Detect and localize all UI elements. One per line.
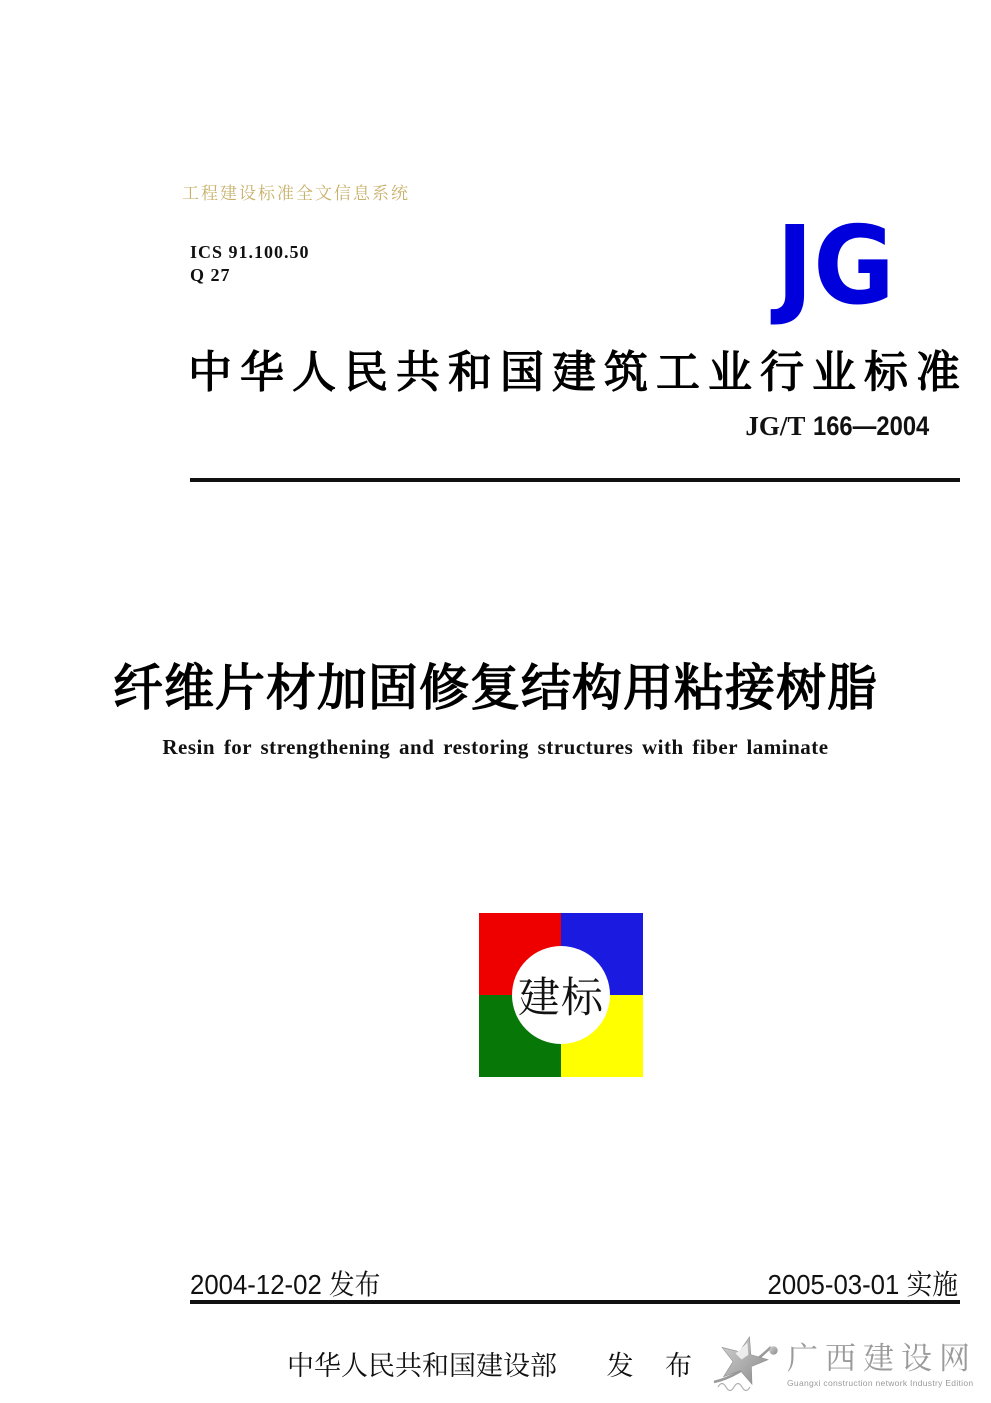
footer-divider-line [190, 1300, 960, 1304]
system-banner-text: 工程建设标准全文信息系统 [182, 184, 410, 203]
standard-type-title: 中华人民共和国建筑工业行业标准 [188, 348, 968, 397]
q-code: Q 27 [190, 265, 231, 285]
jg-logo: JG [776, 204, 895, 329]
document-title-en: Resin for strengthening and restoring structures with fiber laminate [162, 735, 829, 759]
standard-code [745, 411, 945, 442]
site-watermark [711, 1334, 977, 1396]
emblem-circle [512, 946, 610, 1044]
ics-code: ICS 91.100.50 [190, 242, 310, 262]
publisher-name: 中华人民共和国建设部 [286, 1351, 557, 1381]
publish-label: 发 布 [606, 1351, 705, 1381]
standard-code-number: 166—2004 [812, 411, 930, 441]
classification-block [190, 241, 310, 287]
star-swoosh-icon [711, 1334, 781, 1396]
header-divider-line [190, 478, 960, 482]
emblem-label: 建标 [517, 973, 604, 1022]
jianbiao-emblem [479, 913, 643, 1077]
dates-row [190, 1263, 958, 1303]
watermark-site-caption: Guangxi construction network Industry Edition [787, 1378, 974, 1388]
implement-date: 2005-03-01 实施 [767, 1269, 958, 1300]
document-title-zh: 纤维片材加固修复结构用粘接树脂 [113, 660, 878, 716]
standard-code-prefix: JG/T [745, 411, 806, 441]
issue-date: 2004-12-02 发布 [190, 1269, 381, 1300]
watermark-site-name: 广西建设网 [787, 1341, 977, 1376]
